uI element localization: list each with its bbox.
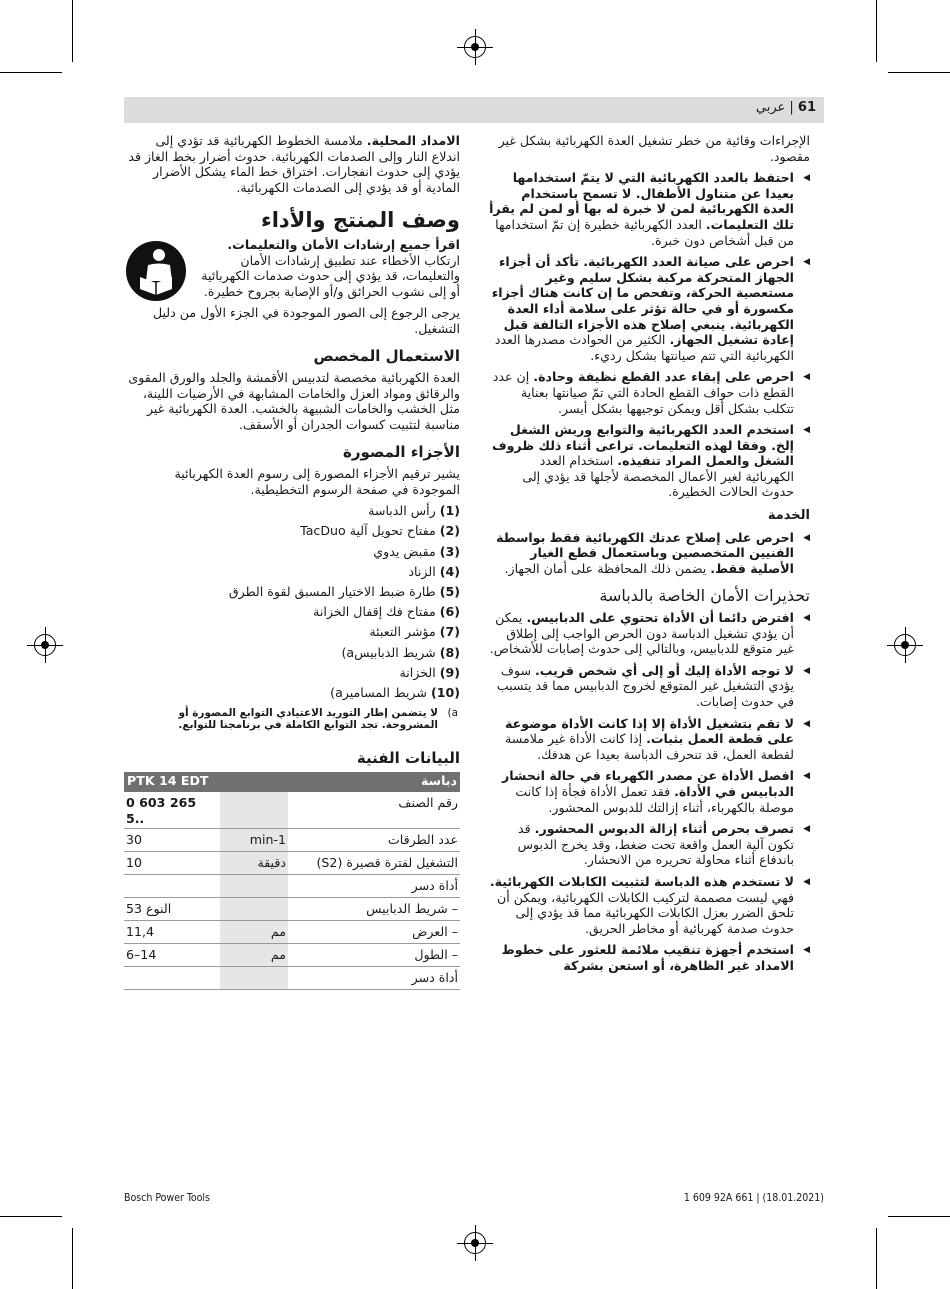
crop-mark — [876, 0, 877, 62]
read-manual-icon — [126, 241, 186, 301]
page-number-label: 61 | عربي — [755, 100, 816, 115]
chapter-title: وصف المنتج والأداء — [260, 208, 460, 233]
safety-bullet: ◀ احتفظ بالعدد الكهربائية التي لا يتمّ استخدامها بعيدا عن متناول الأطفال. لا تسمح باستخدام العدة الكهربائية لمن لا خبرة له بها أو لمن لم يقرأ تلك التعليمات. العدد الكهربائية خطيرة إن تمّ استخدامها من قبل أشخاص دون خبرة. — [488, 170, 810, 248]
intended-use-heading: الاستعمال المخصص — [313, 346, 460, 365]
table-row: عدد الطرقات min-1 30 — [124, 829, 460, 852]
table-row: التشغيل لفترة قصيرة (S2) دقيقة 10 — [124, 852, 460, 875]
registration-mark-left — [34, 634, 56, 656]
list-item: (7)مؤشر التعبئة — [369, 624, 460, 640]
list-item: (4)الزناد — [408, 563, 460, 579]
parts-heading: الأجزاء المصورة — [343, 442, 460, 461]
table-row: رقم الصنف 0 603 265 5.. — [124, 792, 460, 829]
list-item: (1)رأس الدباسة — [368, 503, 460, 519]
specs-header-model: PTK 14 EDT — [124, 772, 220, 792]
crop-mark — [0, 1216, 62, 1217]
footer-brand: Bosch Power Tools — [124, 1192, 210, 1204]
read-instructions-block: اقرأ جميع إرشادات الأمان والتعليمات. ارتكاب الأخطاء عند تطبيق إرشادات الأمان والتعليمات، قد يؤدي إلى حدوث صدمات الكهربائية أو إلى نشوب الحرائق و/أو الإصابة بجروح خطيرة. — [124, 237, 460, 299]
specs-table — [124, 772, 460, 990]
list-item: (2)مفتاح تحويل آلية TacDuo — [300, 523, 460, 539]
list-item: (3)مقبض يدوي — [373, 543, 460, 559]
crop-mark — [72, 0, 73, 62]
specs-header-row — [124, 772, 460, 792]
crop-mark — [888, 1216, 950, 1217]
footnote-marker: a) — [447, 706, 458, 719]
crop-mark — [876, 1228, 877, 1289]
parts-intro: يشير ترقيم الأجزاء المصورة إلى رسوم العدة الكهربائية الموجودة في صفحة الرسوم التخطيطية. — [174, 466, 460, 497]
page-header — [124, 97, 824, 123]
registration-mark-right — [894, 634, 916, 656]
stapler-bullet: ◀ لا تستخدم هذه الدباسة لتثبيت الكابلات الكهربائية. فهي ليست مصممة لتركيب الكابلات الكهربائية، ويمكن أن تلحق الضرر بعزل الكابلات الكهربائية مما قد يؤدي إلى حدوث صدمة كهربائية أو مخاطر الحريق. — [488, 874, 810, 936]
right-column — [488, 133, 810, 980]
registration-mark-top — [464, 36, 486, 58]
safety-bullet: ◀ استخدم العدد الكهربائية والتوابع وريش الشغل إلخ. وفقا لهذه التعليمات. تراعى أثناء ذلك ظروف الشغل والعمل المراد تنفيذه. استخدام العدد الكهربائية لغير الأعمال المخصصة لأجلها قد يؤدي إلى حدوث الحالات الخطيرة. — [488, 422, 810, 500]
language-label: عربي — [755, 100, 786, 115]
left-column — [124, 133, 460, 990]
list-item: (5)طارة ضبط الاختيار المسبق لقوة الطرق — [228, 584, 460, 600]
footer-doc-code: 1 609 92A 661 | (18.01.2021) — [683, 1192, 824, 1204]
table-row: – العرض مم 11,4 — [124, 921, 460, 944]
stapler-bullet: ◀ افصل الأداة عن مصدر الكهرباء في حالة انحشار الدبابيس في الأداة. فقد تعمل الأداة فجأة إذا كانت موصلة بالكهرباء، أثناء إزالتك للدبوس المحشور. — [488, 768, 810, 815]
specs-header-label: دباسة — [220, 772, 460, 792]
table-row: أداة دسر — [124, 967, 460, 990]
list-item: (10)شريط المساميرa) — [330, 684, 460, 700]
list-item: (9)الخزانة — [399, 664, 460, 680]
stapler-safety-heading: تحذيرات الأمان الخاصة بالدباسة — [599, 586, 810, 606]
list-item: (8)شريط الدبابيسa) — [341, 644, 460, 660]
safety-bullet: ◀ احرص على صيانة العدد الكهربائية. تأكد أن أجزاء الجهاز المتحركة مركبة بشكل سليم وغير مستعصية الحركة، وتفحص ما إن كانت هناك أجزاء مكسورة أو في حالة تؤثر على سلامة أداء العدة الكهربائية. ينبغي إصلاح هذه الأجزاء التالفة قبل إعادة تشغيل الجهاز. الكثير من الحوادث مصدرها العدد الكهربائية التي تتم صيانتها بشكل رديء. — [488, 254, 810, 363]
intended-use-text: العدة الكهربائية مخصصة لتدبيس الأقمشة والجلد والورق المقوى والرقائق ومواد العزل والخامات المشابهة في الأرضيات اللينة، مثل الخشب والخامات الشبيهة بالخشب. العدة الكهربائية غير مناسبة لتثبيت كسوات الجدران أو الأسقف. — [128, 370, 460, 432]
crop-mark — [888, 72, 950, 73]
safety-bullet: ◀ احرص على إبقاء عدد القطع نظيفة وحادة. إن عدد القطع ذات حواف القطع الحادة التي تمّ صيانتها بعناية تتكلب بشكل أقل ويمكن توجيهها بشكل أيسر. — [488, 369, 810, 416]
specs-heading: البيانات الفنية — [356, 748, 460, 767]
refer-to-figures-text: يرجى الرجوع إلى الصور الموجودة في الجزء الأول من دليل التشغيل. — [152, 305, 460, 336]
continuation-paragraph: الامداد المحلية. ملامسة الخطوط الكهربائية قد تؤدي إلى اندلاع النار وإلى الصدمات الكهربائية. حدوث أضرار بخط الغاز قد يؤدي إلى حدوث انفجارات. اختراق خط الماء يشكل الأضرار المادية أو قد يؤدي إلى الصدمات الكهربائية. — [128, 133, 460, 195]
stapler-bullet: ◀ لا تقم بتشغيل الأداة إلا إذا كانت الأداة موضوعة على قطعة العمل بثبات. إذا كانت الأداة غير ملامسة لقطعة العمل، قد تنحرف الدباسة بعيدا عن هدفك. — [488, 716, 810, 763]
table-row: – شريط الدبابيس النوع 53 — [124, 898, 460, 921]
stapler-bullet: ◀ تصرف بحرص أثناء إزالة الدبوس المحشور. قد تكون آلية العمل واقعة تحت ضغط، وقد يخرج الدبوس باندفاع أثناء محاولة تحريره من الانحشار. — [488, 821, 810, 868]
stapler-bullet: ◀ استخدم أجهزة تنقيب ملائمة للعثور على خطوط الامداد غير الظاهرة، أو استعن بشركة — [488, 942, 810, 973]
list-item: (6)مفتاح فك إقفال الخزانة — [313, 604, 460, 620]
table-row: – الطول مم 6–14 — [124, 944, 460, 967]
service-heading: الخدمة — [767, 508, 810, 524]
table-row: أداة دسر — [124, 875, 460, 898]
registration-mark-bottom — [464, 1232, 486, 1254]
stapler-bullet: ◀ افترض دائما أن الأداة تحتوي على الدبابيس. يمكن أن يؤدي تشغيل الدباسة دون الحرص الواجب إلى إطلاق غير متوقع للدبابيس، وبالتالي إلى حدوث إصابات للأشخاص. — [488, 610, 810, 657]
crop-mark — [0, 72, 62, 73]
stapler-bullet: ◀ لا توجه الأداة إليك أو إلى أي شخص قريب. سوف يؤدي التشغيل غير المتوقع لخروج الدبابيس مما قد يتسبب في حدوث إصابات. — [488, 663, 810, 710]
parts-footnote: a) لا يتضمن إطار التوريد الاعتيادي التوابع المصورة أو المشروحة. تجد التوابع الكاملة في برنامجنا للتوابع. — [178, 706, 458, 731]
page-number: 61 — [797, 100, 816, 115]
intro-paragraph: الإجراءات وقائية من خطر تشغيل العدة الكهربائية بشكل غير مقصود. — [498, 133, 810, 164]
crop-mark — [72, 1228, 73, 1289]
service-bullet: ◀ احرص على إصلاح عدتك الكهربائية فقط بواسطة الفنيين المتخصصين وباستعمال قطع الغيار الأصلية فقط. يضمن ذلك المحافظة على أمان الجهاز. — [488, 530, 810, 577]
parts-list — [124, 503, 460, 700]
